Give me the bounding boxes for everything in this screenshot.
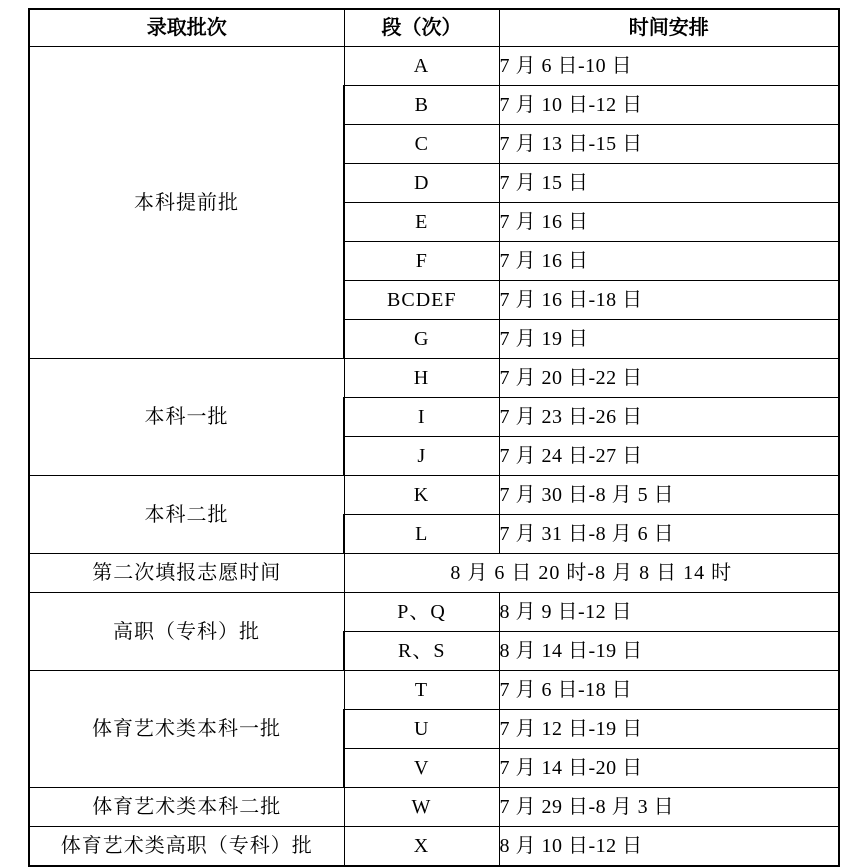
time-cell: 7 月 12 日-19 日: [499, 710, 839, 749]
batch-cell: 体育艺术类本科一批: [29, 671, 344, 788]
time-cell: 7 月 16 日: [499, 203, 839, 242]
batch-cell: 本科提前批: [29, 47, 344, 359]
second-application-label: 第二次填报志愿时间: [29, 554, 344, 593]
segment-cell: H: [344, 359, 499, 398]
second-application-row: [29, 554, 839, 593]
segment-cell: E: [344, 203, 499, 242]
time-cell: 7 月 15 日: [499, 164, 839, 203]
table-row: [29, 47, 839, 86]
time-cell: 7 月 20 日-22 日: [499, 359, 839, 398]
segment-cell: X: [344, 827, 499, 867]
time-cell: 7 月 30 日-8 月 5 日: [499, 476, 839, 515]
admission-schedule-table: [28, 8, 840, 867]
time-cell: 7 月 16 日: [499, 242, 839, 281]
time-cell: 7 月 24 日-27 日: [499, 437, 839, 476]
time-cell: 8 月 14 日-19 日: [499, 632, 839, 671]
table-row: [29, 671, 839, 710]
time-cell: 8 月 10 日-12 日: [499, 827, 839, 867]
segment-cell: L: [344, 515, 499, 554]
segment-cell: BCDEF: [344, 281, 499, 320]
table-row: [29, 359, 839, 398]
segment-cell: F: [344, 242, 499, 281]
table-row: [29, 827, 839, 867]
segment-cell: G: [344, 320, 499, 359]
segment-cell: A: [344, 47, 499, 86]
segment-cell: V: [344, 749, 499, 788]
segment-cell: J: [344, 437, 499, 476]
column-header-segment: 段（次）: [344, 9, 499, 47]
segment-cell: W: [344, 788, 499, 827]
table-header: [29, 9, 839, 47]
segment-cell: P、Q: [344, 593, 499, 632]
time-cell: 7 月 16 日-18 日: [499, 281, 839, 320]
segment-cell: D: [344, 164, 499, 203]
batch-cell: 体育艺术类本科二批: [29, 788, 344, 827]
table-row: [29, 593, 839, 632]
time-cell: 7 月 29 日-8 月 3 日: [499, 788, 839, 827]
batch-cell: 体育艺术类高职（专科）批: [29, 827, 344, 867]
time-cell: 7 月 14 日-20 日: [499, 749, 839, 788]
time-cell: 7 月 6 日-10 日: [499, 47, 839, 86]
column-header-batch: 录取批次: [29, 9, 344, 47]
batch-cell: 本科二批: [29, 476, 344, 554]
time-cell: 7 月 13 日-15 日: [499, 125, 839, 164]
batch-cell: 本科一批: [29, 359, 344, 476]
time-cell: 7 月 31 日-8 月 6 日: [499, 515, 839, 554]
table-row: [29, 476, 839, 515]
time-cell: 7 月 23 日-26 日: [499, 398, 839, 437]
segment-cell: C: [344, 125, 499, 164]
table-row: [29, 788, 839, 827]
batch-cell: 高职（专科）批: [29, 593, 344, 671]
table-header-row: [29, 9, 839, 47]
segment-cell: U: [344, 710, 499, 749]
time-cell: 7 月 19 日: [499, 320, 839, 359]
table-body: [29, 47, 839, 867]
column-header-time: 时间安排: [499, 9, 839, 47]
segment-cell: R、S: [344, 632, 499, 671]
time-cell: 7 月 10 日-12 日: [499, 86, 839, 125]
second-application-time: 8 月 6 日 20 时-8 月 8 日 14 时: [344, 554, 839, 593]
segment-cell: T: [344, 671, 499, 710]
segment-cell: B: [344, 86, 499, 125]
time-cell: 8 月 9 日-12 日: [499, 593, 839, 632]
segment-cell: K: [344, 476, 499, 515]
time-cell: 7 月 6 日-18 日: [499, 671, 839, 710]
segment-cell: I: [344, 398, 499, 437]
